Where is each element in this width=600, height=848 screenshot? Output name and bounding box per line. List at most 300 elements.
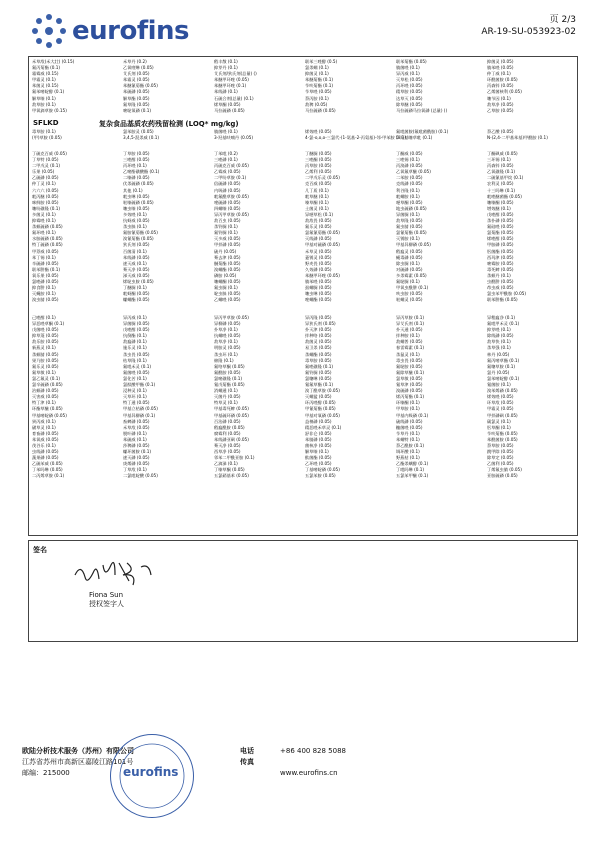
- table-cell: 戊唑醇 (0.05): [123, 327, 150, 333]
- table-cell: 联苯肼酯 (0.1): [32, 266, 61, 272]
- table-cell: 精恶唑禾草灵 (0.1): [305, 424, 342, 430]
- table-cell: 噻虫啉 (0.05): [305, 291, 332, 297]
- table-cell: 乙菌利 (0.05): [487, 461, 514, 467]
- table-cell: 异噁草松 (0.1): [305, 211, 334, 217]
- table-cell: 3,4,5-混杀威 (0.1): [123, 135, 159, 141]
- table-cell: 萘丙胺 (0.1): [305, 95, 329, 101]
- table-cell: 杀虫环 (0.1): [214, 351, 238, 357]
- table-cell: 异丙甲草胺 (0.05): [214, 315, 249, 320]
- table-cell: 氟除草醚 (0.1): [396, 369, 425, 375]
- table-cell: 苯氧威 (0.05): [32, 436, 59, 442]
- table-cell: 乙氧磺隆 (0.1): [487, 169, 516, 175]
- table-cell: 戊唑醇 (0.05): [487, 211, 514, 217]
- table-cell: 莠去津 (0.05): [214, 254, 241, 260]
- table-column: [123, 315, 210, 480]
- table-cell: 丙环唑 (0.05): [396, 83, 423, 89]
- table-cell: 乙嘧酚磺酸酯 (0.1): [123, 169, 160, 175]
- table-cell: 马拉硫磷马拉氧磷 (总量) (): [396, 107, 448, 113]
- table-cell: 嘧霉胺 (0.05): [487, 260, 514, 266]
- header-rows: [29, 129, 577, 143]
- table-cell: 毒死蜱 (0.05): [487, 266, 514, 272]
- table-cell: 噻嗪酮 (0.05): [487, 199, 514, 205]
- table-cell: 灭菌丹 (0.05): [214, 394, 241, 400]
- table-cell: 速灭威 (0.1): [123, 260, 147, 266]
- table-cell: 菌核净 (0.05): [305, 442, 332, 448]
- table-cell: 戊菌唑 (0.05): [32, 327, 59, 333]
- contact-info: [240, 746, 346, 779]
- table-column: [214, 151, 301, 303]
- table-cell: 氟铃脲 (0.1): [214, 230, 238, 236]
- table-cell: 氟草敏 (0.1): [32, 369, 56, 375]
- table-cell: 敌草快 (0.1): [487, 339, 511, 345]
- table-cell: 利谷隆 (0.1): [396, 187, 420, 193]
- top-rows: [29, 59, 577, 117]
- table-column: [487, 151, 574, 303]
- table-cell: 速灭磷 (0.05): [123, 455, 150, 461]
- table-cell: 久效磷 (0.05): [305, 266, 332, 272]
- table-cell: 杀螟丹 (0.1): [487, 272, 511, 278]
- table-cell: 灭多威 (0.05): [214, 236, 241, 242]
- table-cell: 乙酯杀螨醇 (0.1): [396, 461, 429, 467]
- table-cell: 环酰菌胺 (0.05): [487, 77, 518, 83]
- table-cell: 灭害威 (0.05): [32, 394, 59, 400]
- table-cell: 克线磷 (0.05): [396, 181, 423, 187]
- table-column: [123, 129, 210, 141]
- table-column: [32, 315, 119, 480]
- table-cell: 吡草醚 (0.1): [305, 193, 329, 199]
- table-cell: 吡蚜酮 (0.05): [123, 291, 150, 297]
- table-cell: 乙滴涕 (0.1): [214, 461, 238, 467]
- table-cell: 苯醚甲环唑 (0.1): [214, 83, 247, 89]
- table-cell: 敌菌灵 (0.05): [305, 339, 332, 345]
- table-cell: 氯氰菊酯 (0.05): [396, 230, 427, 236]
- table-cell: 内吸磷 (0.05): [214, 187, 241, 193]
- table-column: [305, 315, 392, 480]
- table-cell: 甲拌磷砜 (0.05): [487, 412, 518, 418]
- company-name: 欧陆分析技术服务（苏州）有限公司: [22, 747, 134, 755]
- table-cell: 毒草胺 (0.05): [305, 357, 332, 363]
- table-cell: 腈苯唑 (0.05): [487, 65, 514, 71]
- table-cell: 二氯吡啶酸 (0.05): [123, 473, 158, 479]
- table-cell: 三唑锡 (0.1): [396, 157, 420, 163]
- table-cell: 消螨通 (0.1): [214, 388, 238, 394]
- table-cell: 扑草净 (0.1): [214, 327, 238, 333]
- table-cell: 氯唑磷 (0.05): [32, 278, 59, 284]
- table-cell: 氯氟氰菊酯 (0.05): [305, 230, 340, 236]
- table-cell: 其他 (0.1): [123, 187, 143, 193]
- table-cell: 克百威 (0.05): [305, 181, 332, 187]
- table-cell: 二硫氰基甲烷 (0.1): [487, 175, 524, 181]
- table-cell: 腈苯唑 (0.05): [305, 278, 332, 284]
- table-cell: 农利灵 (0.05): [487, 181, 514, 187]
- pesticide-grid-a: [29, 151, 577, 309]
- table-cell: 噻虫嗪 (0.05): [123, 205, 150, 211]
- table-cell: 抑霉唑 (0.1): [32, 218, 56, 224]
- table-cell: 唑螨酯 (0.05): [305, 297, 332, 303]
- table-cell: 异菌脲 (0.1): [396, 211, 420, 217]
- table-cell: 蔬果磷 (0.05): [32, 455, 59, 461]
- table-cell: 野燕枯 (0.1): [396, 455, 420, 461]
- table-cell: 苯醚氰菊酯 (0.05): [123, 83, 158, 89]
- table-cell: 溴氰菊酯 (0.05): [123, 236, 154, 242]
- table-cell: 苯腈磷 (0.05): [305, 436, 332, 442]
- table-cell: 甲拌磷 (0.05): [214, 242, 241, 248]
- table-cell: 联苯菊酯 (0.05): [396, 59, 427, 64]
- table-cell: 倍硫磷 (0.05): [214, 181, 241, 187]
- table-cell: 丁醚脲 (0.05): [305, 151, 332, 156]
- table-cell: 枯草隆 (0.1): [123, 357, 147, 363]
- company-address: 江苏省苏州市高新区嘉陵江路101号: [22, 758, 134, 766]
- table-cell: 联苯肼酯 (0.05): [487, 297, 518, 303]
- table-cell: 酞菌酯 (0.05): [305, 455, 332, 461]
- table-cell: 溴丁酰草胺 (0.05): [305, 388, 340, 394]
- table-cell: 茚虫威 (0.05): [487, 285, 514, 291]
- table-cell: 氟唑磺隆 (0.1): [305, 363, 334, 369]
- table-cell: 施乐灵 (0.1): [123, 345, 147, 351]
- table-cell: 环草敌 (0.05): [487, 400, 514, 406]
- table-cell: 稻瘟灵 (0.05): [396, 248, 423, 254]
- table-cell: 氟丙菊酯 (0.1): [32, 65, 61, 71]
- table-cell: 精草胺 (0.05): [396, 89, 423, 95]
- table-cell: 拌种胺 (0.1): [396, 333, 420, 339]
- table-cell: 氰氟草酯 (0.1): [305, 382, 334, 388]
- table-cell: 異丙威 (0.1): [32, 418, 56, 424]
- table-column: [214, 129, 301, 141]
- table-cell: 氟环唑 (0.1): [32, 230, 56, 236]
- table-cell: 狄氏剂 (0.05): [123, 242, 150, 248]
- table-cell: 溴虫腈 (0.05): [32, 297, 59, 303]
- table-cell: 氟吡甲禾灵 (0.1): [487, 321, 520, 327]
- table-cell: 跳甲除 (0.05): [487, 449, 514, 455]
- table-cell: 畜蜱磷 (0.05): [123, 418, 150, 424]
- table-cell: 异柳磷 (0.05): [214, 321, 241, 327]
- table-cell: 氟虫脲 (0.1): [214, 285, 238, 291]
- table-cell: 除草定 (0.05): [487, 455, 514, 461]
- table-cell: (甲)草胺 (0.05): [32, 135, 62, 141]
- table-cell: 甲氰菊酯 (0.05): [305, 406, 336, 412]
- table-column: [487, 59, 574, 114]
- table-cell: 苯螨特 (0.1): [396, 436, 420, 442]
- table-cell: 甲胺磷 (0.05): [487, 242, 514, 248]
- table-cell: 丁苯吗啉 (0.05): [32, 467, 63, 473]
- table-cell: 几丁质 (0.1): [305, 187, 329, 193]
- table-cell: 杀铃脲 (0.1): [214, 224, 238, 230]
- table-cell: 虫线磷 (0.05): [32, 449, 59, 455]
- table-cell: 氯虫苯甲酰胺 (0.05): [487, 291, 527, 297]
- table-cell: 氯苯嘧啶醇 (0.1): [487, 375, 520, 381]
- table-cell: 氟吡禾灵 (0.1): [123, 363, 152, 369]
- table-cell: 烯草酮 (0.05): [214, 101, 241, 107]
- table-cell: 氟乐灵 (0.05): [32, 363, 59, 369]
- report-number: AR-19-SU-053923-02: [481, 27, 576, 37]
- table-cell: 抑草蓬 (0.05): [32, 333, 59, 339]
- section-title: 复杂食品基质农药残留检测 (LOQ* mg/kg): [99, 120, 239, 128]
- table-cell: 百菌清 (0.1): [123, 248, 147, 254]
- table-cell: 三唑酮 (0.05): [305, 157, 332, 163]
- table-cell: 二苯胺 (0.05): [396, 175, 423, 181]
- table-cell: 氯苯胺灵 (0.05): [123, 129, 154, 134]
- table-cell: 腐霉利 (0.05): [214, 430, 241, 436]
- table-cell: 嘧啶氧磷 (0.1): [123, 107, 152, 113]
- table-cell: 喹硫磷 (0.05): [214, 199, 241, 205]
- table-cell: 敌草隆 (0.05): [396, 218, 423, 224]
- table-cell: 肟草酮 (0.1): [487, 424, 511, 430]
- table-cell: 莠灭净 (0.05): [214, 442, 241, 448]
- table-cell: 噻节因 (0.1): [487, 95, 511, 101]
- table-cell: 苄呋菊酯 (0.1): [305, 83, 334, 89]
- table-cell: 苯硫威 (0.1): [123, 436, 147, 442]
- table-cell: 丁苯吡 (0.2): [214, 151, 238, 156]
- table-column: [123, 151, 210, 303]
- table-cell: 除虫脲 (0.1): [396, 260, 420, 266]
- table-cell: 灭锈胺 (0.1): [396, 236, 420, 242]
- table-cell: 解草嗪 (0.1): [305, 449, 329, 455]
- table-cell: 敌草净 (0.1): [214, 339, 238, 345]
- table-cell: 呋虫胺 (0.05): [396, 291, 423, 297]
- table-cell: 碳氯灵 (0.1): [487, 418, 511, 424]
- table-cell: 丙溴磷 (0.05): [396, 163, 423, 169]
- table-cell: 溴硫磷 (0.05): [396, 388, 423, 394]
- table-cell: 联苯三唑醇 (0.5): [305, 59, 338, 64]
- table-cell: 氟丙嘧草酯 (0.1): [487, 357, 520, 363]
- table-cell: 异艾氏剂 (0.1): [396, 321, 425, 327]
- table-cell: 氟啶胺 (0.05): [396, 363, 423, 369]
- table-cell: 萘乙酸 (0.05): [487, 129, 514, 134]
- table-cell: 甲氧滴草胺 (0.15): [32, 107, 67, 113]
- table-column: [305, 151, 392, 303]
- table-cell: 对硫磷 (0.05): [396, 266, 423, 272]
- company-postcode: 邮编：215000: [22, 769, 70, 777]
- table-cell: 丁草敌 (0.1): [123, 467, 147, 473]
- table-cell: 邻苯二甲酰亚胺 (0.1): [214, 455, 255, 461]
- table-cell: 二甲吩草胺 (0.1): [214, 175, 247, 181]
- table-cell: 吡虫啉 (0.05): [123, 193, 150, 199]
- table-cell: 抑芽唑 (0.1): [487, 327, 511, 333]
- table-cell: 抑菌灵 (0.1): [305, 71, 329, 77]
- stamp-brand: eurofins: [123, 765, 179, 779]
- table-cell: 烯效唑 (0.05): [487, 394, 514, 400]
- table-cell: 抑芽丹 (0.1): [214, 65, 238, 71]
- table-cell: 丁吡吗啉 (0.1): [396, 467, 425, 473]
- table-cell: 丁嗪草酮 (0.05): [214, 467, 245, 473]
- table-cell: 氯噻啉 (0.05): [305, 375, 332, 381]
- table-cell: 丁基嘧啶磷 (0.05): [305, 467, 340, 473]
- table-cell: 甲萘威 (0.05): [32, 248, 59, 254]
- table-cell: 丁醚脲 (0.1): [123, 285, 147, 291]
- table-cell: 林丹 (0.05): [487, 351, 510, 357]
- table-column: [487, 129, 574, 141]
- table-cell: 西草净 (0.05): [214, 449, 241, 455]
- table-cell: 蝇毒磷 (0.05): [396, 254, 423, 260]
- table-cell: 拌种咯 (0.05): [305, 333, 332, 339]
- table-cell: 乙氧氟草醚 (0.05): [396, 169, 431, 175]
- table-cell: 甲基硫环磷 (0.05): [214, 412, 249, 418]
- company-seal-stamp: [110, 734, 194, 818]
- table-cell: 四螨嗪 (0.05): [214, 205, 241, 211]
- table-cell: 腈菌唑 (0.1): [214, 129, 238, 134]
- table-cell: 丁酮砜威 (0.05): [487, 151, 518, 156]
- table-cell: 甲基立枯磷 (0.05): [123, 406, 158, 412]
- table-cell: 杀虫脒 (0.1): [123, 224, 147, 230]
- table-cell: 萎锈灵 (0.05): [305, 254, 332, 260]
- table-cell: 氧乐果 (0.05): [32, 272, 59, 278]
- table-cell: 甲基嘧啶磷 (0.05): [32, 412, 67, 418]
- table-cell: 丁硫克百威 (0.05): [32, 151, 67, 156]
- table-cell: 氯杀螨 (0.1): [305, 65, 329, 71]
- table-cell: 扑灭通 (0.05): [396, 327, 423, 333]
- table-cell: 苯醚甲环唑 (0.05): [305, 272, 340, 278]
- table-column: [396, 315, 483, 480]
- table-cell: 虱螨脲 (0.05): [305, 285, 332, 291]
- table-cell: 禾草敌 (0.05): [123, 424, 150, 430]
- table-cell: 抗蚜威 (0.05): [123, 218, 150, 224]
- table-cell: 氰菌胺 (0.1): [487, 382, 511, 388]
- table-cell: 敌百虫 (0.05): [214, 218, 241, 224]
- table-cell: 灭螨猛 (0.05): [305, 394, 332, 400]
- results-table: [28, 56, 578, 536]
- table-cell: 烯丙菊酯 (0.1): [396, 394, 425, 400]
- eurofins-logo-mark-icon: [32, 14, 66, 48]
- table-cell: 咪鲜胺 (0.05): [32, 199, 59, 205]
- table-cell: 萘草胺 (0.05): [487, 442, 514, 448]
- table-cell: 六六六 (0.05): [32, 187, 59, 193]
- table-cell: 氟噻草胺 (0.1): [487, 363, 516, 369]
- table-cell: 除线磷 (0.05): [487, 333, 514, 339]
- table-cell: 马拉硫磷 (0.05): [305, 107, 336, 113]
- table-cell: 三环锡 (0.1): [487, 157, 511, 163]
- table-cell: 艾氏剂 (0.05): [123, 71, 150, 77]
- table-cell: 新燕灵 (0.1): [32, 345, 56, 351]
- table-cell: 乙硫苯威 (0.05): [32, 461, 63, 467]
- table-cell: 乙烯利 (0.05): [305, 169, 332, 175]
- table-cell: 氯酞酸甲酯 (0.1): [123, 382, 156, 388]
- table-cell: 甲基异柳磷 (0.05): [396, 242, 431, 248]
- table-cell: 苯醚菊酯 (0.1): [305, 77, 334, 83]
- table-cell: 杀螨酯 (0.05): [305, 351, 332, 357]
- table-cell: 敌乐胺 (0.05): [32, 339, 59, 345]
- table-cell: 烯效唑 (0.05): [305, 129, 332, 134]
- table-cell: 硫线磷 (0.05): [396, 418, 423, 424]
- table-cell: 浸种灵 (0.1): [123, 388, 147, 394]
- table-cell: 腈菌唑 (0.1): [396, 65, 420, 71]
- table-cell: 丙硫克百威 (0.05): [214, 163, 249, 169]
- table-cell: 丁草特 (0.05): [32, 157, 59, 163]
- table-cell: 螺环菌胺 (0.1): [123, 449, 152, 455]
- table-cell: 百治磷 (0.05): [214, 418, 241, 424]
- table-cell: 溴苯烯磷 (0.05): [487, 388, 518, 394]
- website-link[interactable]: www.eurofins.cn: [280, 769, 338, 777]
- table-cell: 解草嗪 (0.1): [32, 95, 56, 101]
- table-cell: 甲霜灵 (0.05): [487, 406, 514, 412]
- table-cell: 氯嘧磺隆 (0.1): [214, 375, 243, 381]
- table-cell: 溴螨酯 (0.05): [214, 266, 241, 272]
- table-cell: 二嗪磷 (0.05): [123, 175, 150, 181]
- table-cell: 杀螟腈 (0.05): [32, 351, 59, 357]
- table-cell: 涕灭威 (0.05): [123, 272, 150, 278]
- handwritten-signature: [69, 555, 159, 591]
- table-cell: 五氯硝基苯 (0.05): [214, 473, 249, 479]
- table-cell: 禾草丹 (0.2): [123, 59, 147, 64]
- table-cell: 丁烯氟虫腈 (0.05): [487, 467, 522, 473]
- table-cell: 三唑醇 (0.05): [123, 157, 150, 163]
- table-cell: 舒非仑 (0.05): [305, 430, 332, 436]
- table-cell: 虫酰肼 (0.05): [487, 278, 514, 284]
- table-cell: 啶虫脒 (0.05): [214, 291, 241, 297]
- table-column: [487, 315, 574, 480]
- eurofins-logo: [32, 14, 189, 48]
- table-cell: 氯乙氟灵 (0.1): [32, 375, 61, 381]
- table-cell: 烯啶虫胺 (0.05): [123, 278, 154, 284]
- table-cell: 解草酯 (0.05): [123, 95, 150, 101]
- table-cell: 辛硫磷 (0.05): [32, 260, 59, 266]
- table-cell: 西玛津 (0.05): [487, 254, 514, 260]
- table-cell: 5-羟基噻草吡 (0.1): [396, 135, 433, 141]
- table-cell: 乙螨唑 (0.05): [214, 297, 241, 303]
- table-cell: 明胺灵 (0.05): [214, 345, 241, 351]
- table-cell: 磷胺 (0.05): [214, 272, 237, 278]
- table-cell: 艾氏剂/狄氏剂(总量) (): [214, 71, 257, 77]
- table-cell: 氯辛硫磷 (0.05): [32, 382, 63, 388]
- table-cell: 异菌脲 (0.05): [123, 321, 150, 327]
- table-cell: 异丙草胺 (0.1): [396, 315, 425, 320]
- table-column: [214, 59, 301, 114]
- table-cell: 异稻瘟净 (0.1): [487, 315, 516, 320]
- table-cell: 稻丰散 (0.1): [214, 59, 238, 64]
- table-cell: 敌稗 (0.05): [305, 101, 328, 107]
- table-cell: 丁酮威 (0.05): [396, 151, 423, 156]
- table-column: [305, 129, 406, 141]
- table-column: [32, 59, 119, 114]
- table-cell: 地虫硫磷 (0.05): [396, 205, 427, 211]
- tel-value: +86 400 828 5088: [280, 747, 346, 755]
- table-cell: 二丙烯草胺 (0.1): [32, 473, 65, 479]
- table-cell: 哒嗪硫磷 (0.05): [123, 199, 154, 205]
- table-cell: 哒螨灵 (0.05): [396, 297, 423, 303]
- table-cell: 脱叶磷 (0.1): [123, 430, 147, 436]
- table-cell: 环丙唑醇 (0.05): [305, 400, 336, 406]
- table-cell: 氟虫腈 (0.05): [396, 224, 423, 230]
- table-cell: 氟铃脲 (0.05): [305, 369, 332, 375]
- table-cell: 野麦畏 (0.05): [305, 260, 332, 266]
- table-cell: 抗倒酯 (0.1): [123, 333, 147, 339]
- table-column: [123, 59, 210, 114]
- table-column: [214, 315, 301, 480]
- table-cell: 敌敌畏 (0.05): [305, 218, 332, 224]
- table-cell: 敌瘟磷 (0.1): [123, 339, 147, 345]
- table-cell: 水胺硫磷 (0.05): [32, 236, 63, 242]
- table-column: [396, 129, 483, 141]
- table-cell: 调环酸 (0.1): [396, 449, 420, 455]
- table-cell: 3-羟基呋喃丹 (0.05): [214, 135, 254, 141]
- table-cell: 氟乐灵 (0.05): [305, 224, 332, 230]
- table-cell: 特丁津 (0.1): [32, 400, 56, 406]
- table-cell: 石硫合剂(总量) (0.1): [214, 95, 254, 101]
- table-cell: 毒虫畏 (0.05): [396, 357, 423, 363]
- table-cell: 禾草灵 (0.05): [305, 248, 332, 254]
- table-cell: 杀鼠灵 (0.1): [396, 351, 420, 357]
- table-cell: 甲基内吸磷 (0.1): [396, 412, 429, 418]
- table-cell: 苯线磷 (0.05): [123, 254, 150, 260]
- table-cell: 多效唑 (0.1): [123, 211, 147, 217]
- table-cell: 乙草胺 (0.05): [487, 107, 514, 113]
- tel-label: 电话: [240, 747, 254, 755]
- table-cell: 硫丹 (0.05): [214, 248, 237, 254]
- table-cell: 甲基异柳磷 (0.1): [123, 412, 156, 418]
- table-cell: 乙霉威 (0.05): [214, 169, 241, 175]
- table-cell: 甲基毒死蜱 (0.05): [214, 406, 249, 412]
- table-cell: 丙环唑 (0.1): [123, 163, 147, 169]
- table-cell: 异狄氏剂 (0.05): [305, 321, 336, 327]
